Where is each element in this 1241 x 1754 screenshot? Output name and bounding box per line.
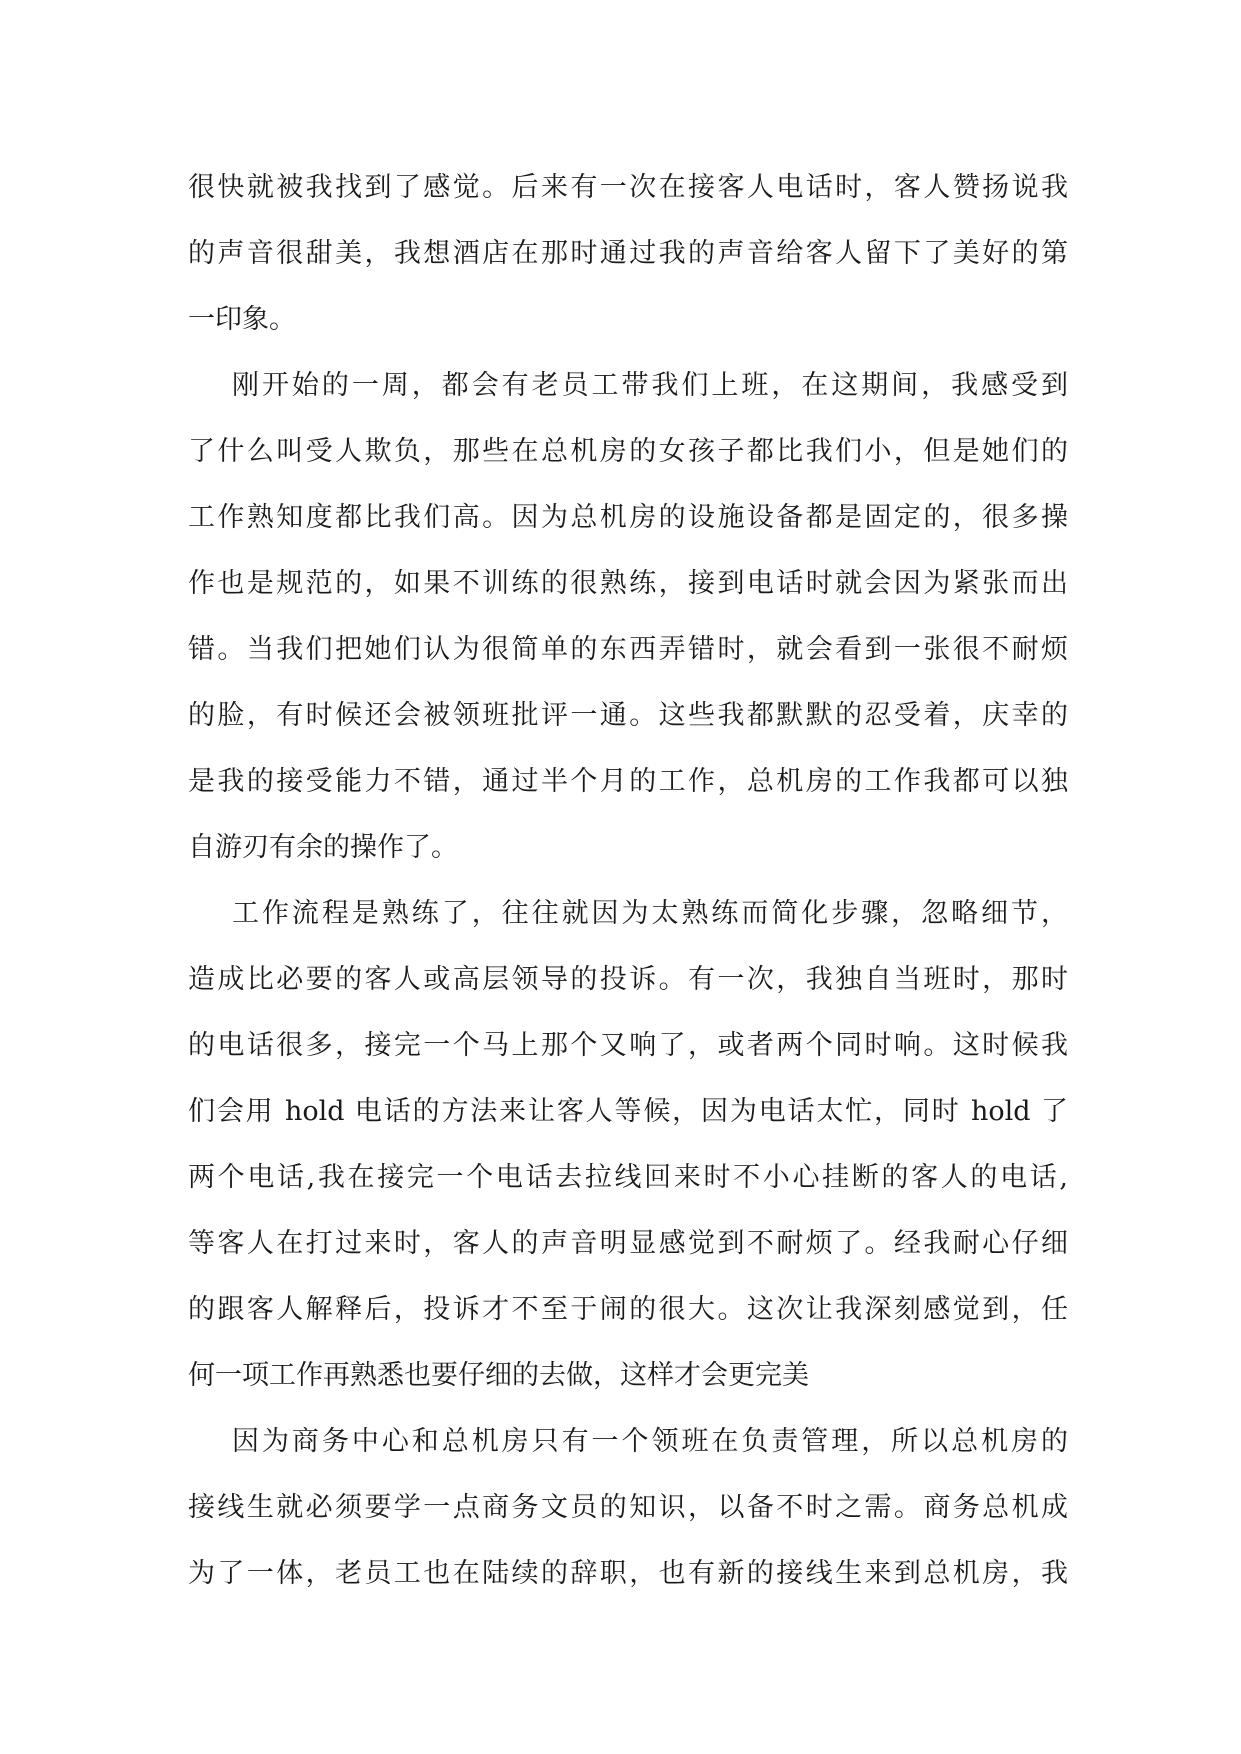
text-line-7: 作也是规范的，如果不训练的很熟练，接到电话时就会因为紧张而出 (188, 568, 1068, 599)
text-line-1: 很快就被我找到了感觉。后来有一次在接客人电话时，客人赞扬说我 (188, 172, 1068, 203)
text-line-16: 两个电话,我在接完一个电话去拉线回来时不小心挂断的客人的电话, (188, 1162, 1068, 1193)
text-line-19: 何一项工作再熟悉也要仔细的去做，这样才会更完美 (188, 1360, 809, 1391)
text-line-6: 工作熟知度都比我们高。因为总机房的设施设备都是固定的，很多操 (188, 502, 1068, 533)
text-line-11: 自游刃有余的操作了。 (188, 832, 458, 863)
text-line-17: 等客人在打过来时，客人的声音明显感觉到不耐烦了。经我耐心仔细 (188, 1228, 1068, 1259)
paragraph-start-line: 因为商务中心和总机房只有一个领班在负责管理，所以总机房的 (232, 1426, 1068, 1457)
text-line-2: 的声音很甜美，我想酒店在那时通过我的声音给客人留下了美好的第 (188, 238, 1068, 269)
text-line-9: 的脸，有时候还会被领班批评一通。这些我都默默的忍受着，庆幸的 (188, 700, 1068, 731)
text-line-18: 的跟客人解释后，投诉才不至于闹的很大。这次让我深刻感觉到，任 (188, 1294, 1068, 1325)
paragraph-start-line: 刚开始的一周，都会有老员工带我们上班，在这期间，我感受到 (232, 370, 1068, 401)
paragraph-start-line: 工作流程是熟练了，往往就因为太熟练而简化步骤，忽略细节， (232, 898, 1068, 929)
text-line-21: 接线生就必须要学一点商务文员的知识，以备不时之需。商务总机成 (188, 1492, 1068, 1523)
text-line-5: 了什么叫受人欺负，那些在总机房的女孩子都比我们小，但是她们的 (188, 436, 1068, 467)
text-line-22: 为了一体，老员工也在陆续的辞职，也有新的接线生来到总机房，我 (188, 1558, 1068, 1589)
text-line-14: 的电话很多，接完一个马上那个又响了，或者两个同时响。这时候我 (188, 1030, 1068, 1061)
text-line-8: 错。当我们把她们认为很简单的东西弄错时，就会看到一张很不耐烦 (188, 634, 1068, 665)
body-text (188, 155, 1068, 1607)
text-line-15: 们会用 hold 电话的方法来让客人等候，因为电话太忙，同时 hold 了 (188, 1096, 1068, 1127)
text-line-13: 造成比必要的客人或高层领导的投诉。有一次，我独自当班时，那时 (188, 964, 1068, 995)
text-line-3: 一印象。 (188, 304, 296, 335)
text-line-10: 是我的接受能力不错，通过半个月的工作，总机房的工作我都可以独 (188, 766, 1068, 797)
